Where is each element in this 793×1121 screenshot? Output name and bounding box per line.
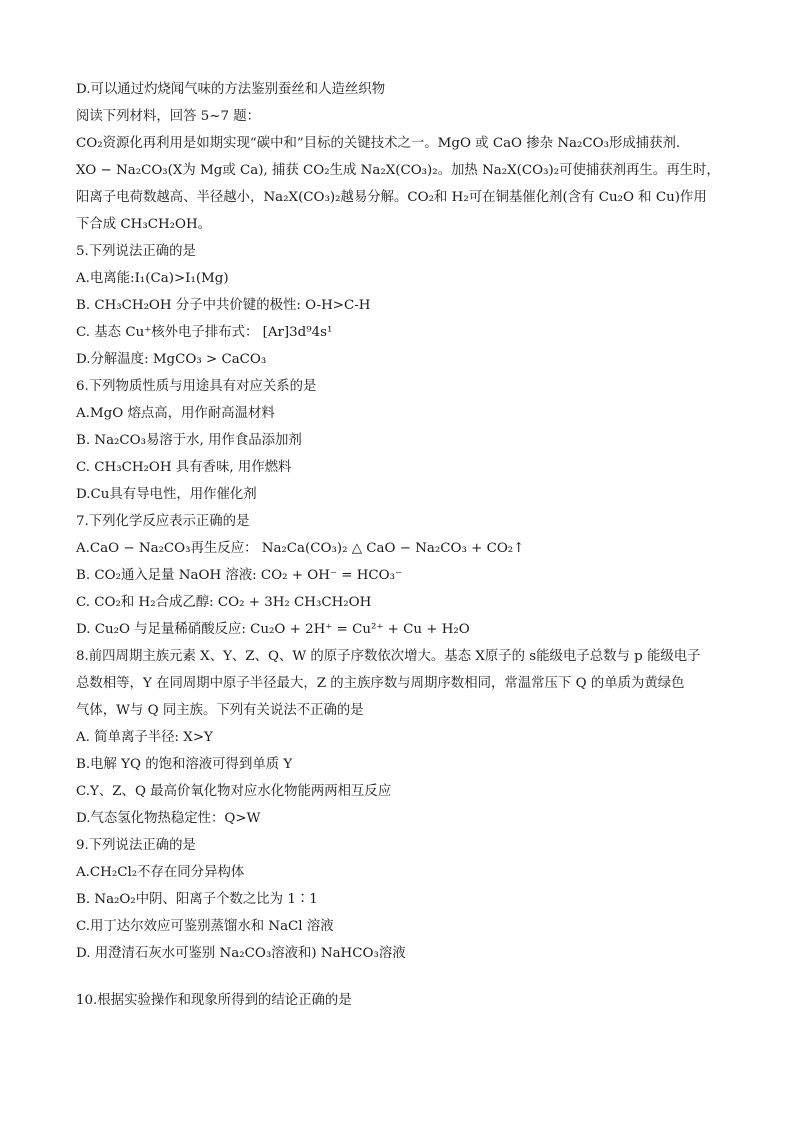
q5-stem: 5.下列说法正确的是 [76,244,196,259]
material-line-2: XO − Na₂CO₃(X为 Mg或 Ca), 捕获 CO₂生成 Na₂X(CO₃)₂。加热 Na₂X(CO₃)₂可使捕获剂再生。再生时， [76,163,720,178]
q8-stem-line-3: 气体，W与 Q 同主族。下列有关说法不正确的是 [76,703,364,718]
q5-option-c: C. 基态 Cu⁺核外电子排布式： [Ar]3d⁹4s¹ [76,325,333,340]
q9-option-d: D. 用澄清石灰水可鉴别 Na₂CO₃溶液和) NaHCO₃溶液 [76,946,406,961]
q6-option-c: C. CH₃CH₂OH 具有香味, 用作燃料 [76,460,292,475]
material-line-4: 下合成 CH₃CH₂OH。 [76,217,212,232]
q8-stem-line-1: 8.前四周期主族元素 X、Y、Z、Q、W 的原子序数依次增大。基态 X原子的 s能级电子总数与 p 能级电子 [76,649,701,664]
q9-option-a: A.CH₂Cl₂不存在同分异构体 [76,865,245,880]
q8-stem-line-2: 总数相等，Y 在同周期中原子半径最大，Z 的主族序数与周期序数相同，常温常压下 Q 的单质为黄绿色 [76,676,685,691]
q6-stem: 6.下列物质性质与用途具有对应关系的是 [76,379,317,394]
q10-stem: 10.根据实验操作和现象所得到的结论正确的是 [76,993,352,1008]
q7-option-d: D. Cu₂O 与足量稀硝酸反应: Cu₂O + 2H⁺ = Cu²⁺ + Cu + H₂O [76,622,470,637]
q8-option-b: B.电解 YQ 的饱和溶液可得到单质 Y [76,757,293,772]
q7-option-a: A.CaO − Na₂CO₃再生反应： Na₂Ca(CO₃)₂ △ CaO − Na₂CO₃ + CO₂↑ [76,541,525,556]
q5-option-b: B. CH₃CH₂OH 分子中共价键的极性: O-H>C-H [76,298,371,313]
q8-option-c: C.Y、Z、Q 最高价氧化物对应水化物能两两相互反应 [76,784,392,799]
q7-option-b: B. CO₂通入足量 NaOH 溶液: CO₂ + OH⁻ = HCO₃⁻ [76,568,403,583]
q5-option-d: D.分解温度: MgCO₃ > CaCO₃ [76,352,267,367]
document-page [76,76,726,1014]
q8-option-a: A. 简单离子半径: X>Y [76,730,213,745]
reading-instruction: 阅读下列材料，回答 5~7 题： [76,109,261,124]
q5-option-a: A.电离能:I₁(Ca)>I₁(Mg) [76,271,229,286]
q6-option-b: B. Na₂CO₃易溶于水, 用作食品添加剂 [76,433,302,448]
q8-option-d: D.气态氢化物热稳定性：Q>W [76,811,261,826]
material-line-1: CO₂资源化再利用是如期实现“碳中和”目标的关键技术之一。MgO 或 CaO 掺杂 Na₂CO₃形成捕获剂. [76,136,681,151]
material-line-3: 阳离子电荷数越高、半径越小，Na₂X(CO₃)₂越易分解。CO₂和 H₂可在铜基催化剂(含有 Cu₂O 和 Cu)作用 [76,190,707,205]
q9-option-c: C.用丁达尔效应可鉴别蒸馏水和 NaCl 溶液 [76,919,334,934]
q6-option-a: A.MgO 熔点高，用作耐高温材料 [76,406,275,421]
q9-option-b: B. Na₂O₂中阴、阳离子个数之比为 1∶1 [76,892,318,907]
q7-option-c: C. CO₂和 H₂合成乙醇: CO₂ + 3H₂ CH₃CH₂OH [76,595,372,610]
q9-stem: 9.下列说法正确的是 [76,838,196,853]
q7-stem: 7.下列化学反应表示正确的是 [76,514,250,529]
q4-option-d: D.可以通过灼烧闻气味的方法鉴别蚕丝和人造丝织物 [76,82,386,97]
q6-option-d: D.Cu具有导电性，用作催化剂 [76,487,257,502]
